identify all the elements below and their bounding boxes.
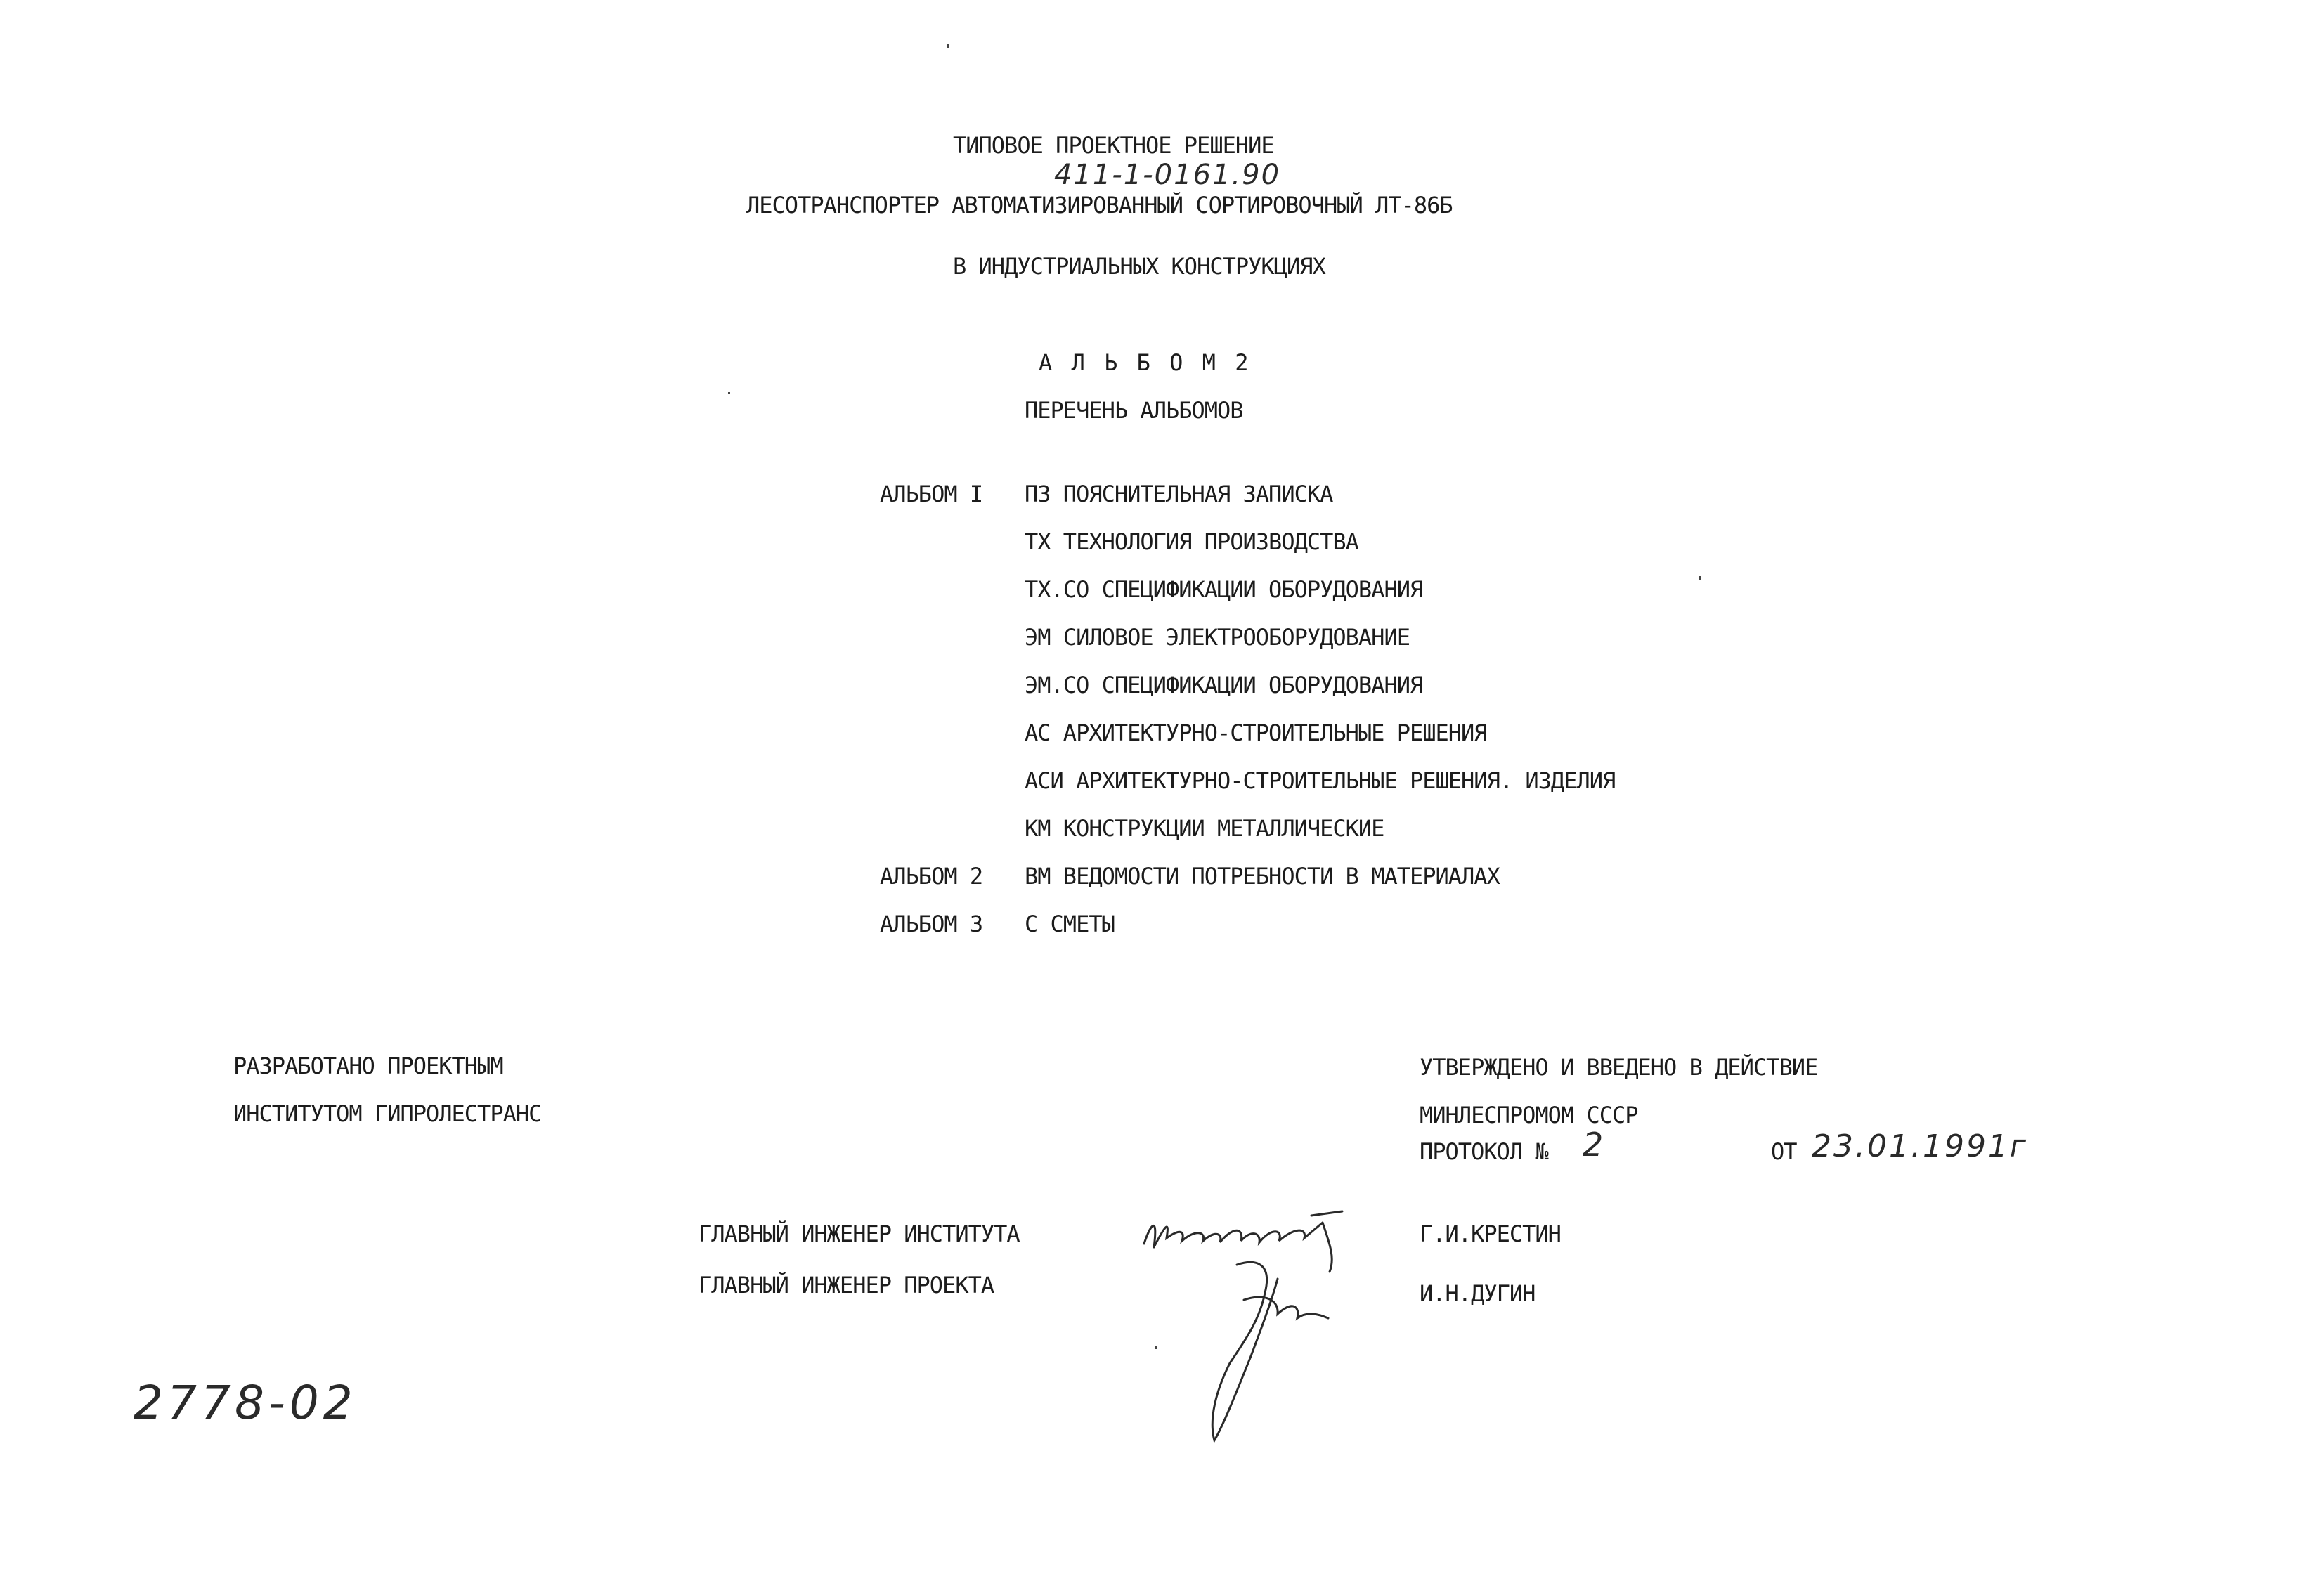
album-label: АЛЬБОМ I (880, 481, 983, 507)
album-entry: КМ КОНСТРУКЦИИ МЕТАЛЛИЧЕСКИЕ (1025, 815, 1384, 842)
project-number: 411-1-0161.90 (1054, 159, 1281, 191)
signature-name: И.Н.ДУГИН (1420, 1280, 1536, 1307)
approval-date: 23.01.1991г (1812, 1128, 2029, 1164)
developer-line-1: РАЗРАБОТАНО ПРОЕКТНЫМ (233, 1053, 503, 1079)
document-subtitle: В ИНДУСТРИАЛЬНЫХ КОНСТРУКЦИЯХ (953, 253, 1325, 280)
album-entry: ВМ ВЕДОМОСТИ ПОТРЕБНОСТИ В МАТЕРИАЛАХ (1025, 863, 1500, 890)
signature-name: Г.И.КРЕСТИН (1420, 1220, 1561, 1247)
album-label: АЛЬБОМ 2 (880, 863, 983, 890)
scan-speck (1699, 576, 1701, 580)
album-entry: ТХ ТЕХНОЛОГИЯ ПРОИЗВОДСТВА (1025, 528, 1358, 555)
signature-role: ГЛАВНЫЙ ИНЖЕНЕР ИНСТИТУТА (699, 1220, 1020, 1247)
scan-speck (1155, 1346, 1157, 1349)
album-entry: С СМЕТЫ (1025, 911, 1115, 937)
album-entry: АС АРХИТЕКТУРНО-СТРОИТЕЛЬНЫЕ РЕШЕНИЯ (1025, 720, 1487, 746)
protocol-label: ПРОТОКОЛ № (1420, 1138, 1548, 1165)
document-title: ЛЕСОТРАНСПОРТЕР АВТОМАТИЗИРОВАННЫЙ СОРТИРОВОЧНЫЙ ЛТ-86Б (746, 192, 1453, 219)
scan-speck (728, 392, 730, 394)
approval-line-2: МИНЛЕСПРОМОМ СССР (1420, 1102, 1638, 1128)
signature-dugin (1195, 1251, 1349, 1447)
signature-role: ГЛАВНЫЙ ИНЖЕНЕР ПРОЕКТА (699, 1272, 994, 1298)
album-heading: А Л Ь Б О М 2 (1039, 349, 1252, 376)
archive-number: 2778-02 (134, 1376, 357, 1430)
album-entry: ТХ.СО СПЕЦИФИКАЦИИ ОБОРУДОВАНИЯ (1025, 576, 1423, 603)
header-line-1: ТИПОВОЕ ПРОЕКТНОЕ РЕШЕНИЕ (953, 132, 1274, 159)
protocol-number: 2 (1583, 1126, 1604, 1164)
album-label: АЛЬБОМ 3 (880, 911, 983, 937)
list-title: ПЕРЕЧЕНЬ АЛЬБОМОВ (1025, 397, 1243, 424)
album-entry: ЭМ.СО СПЕЦИФИКАЦИИ ОБОРУДОВАНИЯ (1025, 672, 1423, 698)
date-label: ОТ (1771, 1138, 1797, 1165)
approval-line-1: УТВЕРЖДЕНО И ВВЕДЕНО В ДЕЙСТВИЕ (1420, 1054, 1818, 1081)
scan-speck (947, 44, 949, 48)
album-entry: АСИ АРХИТЕКТУРНО-СТРОИТЕЛЬНЫЕ РЕШЕНИЯ. ИЗДЕЛИЯ (1025, 767, 1616, 794)
album-entry: ПЗ ПОЯСНИТЕЛЬНАЯ ЗАПИСКА (1025, 481, 1333, 507)
developer-line-2: ИНСТИТУТОМ ГИПРОЛЕСТРАНС (233, 1100, 542, 1127)
album-entry: ЭМ СИЛОВОЕ ЭЛЕКТРООБОРУДОВАНИЕ (1025, 624, 1410, 651)
